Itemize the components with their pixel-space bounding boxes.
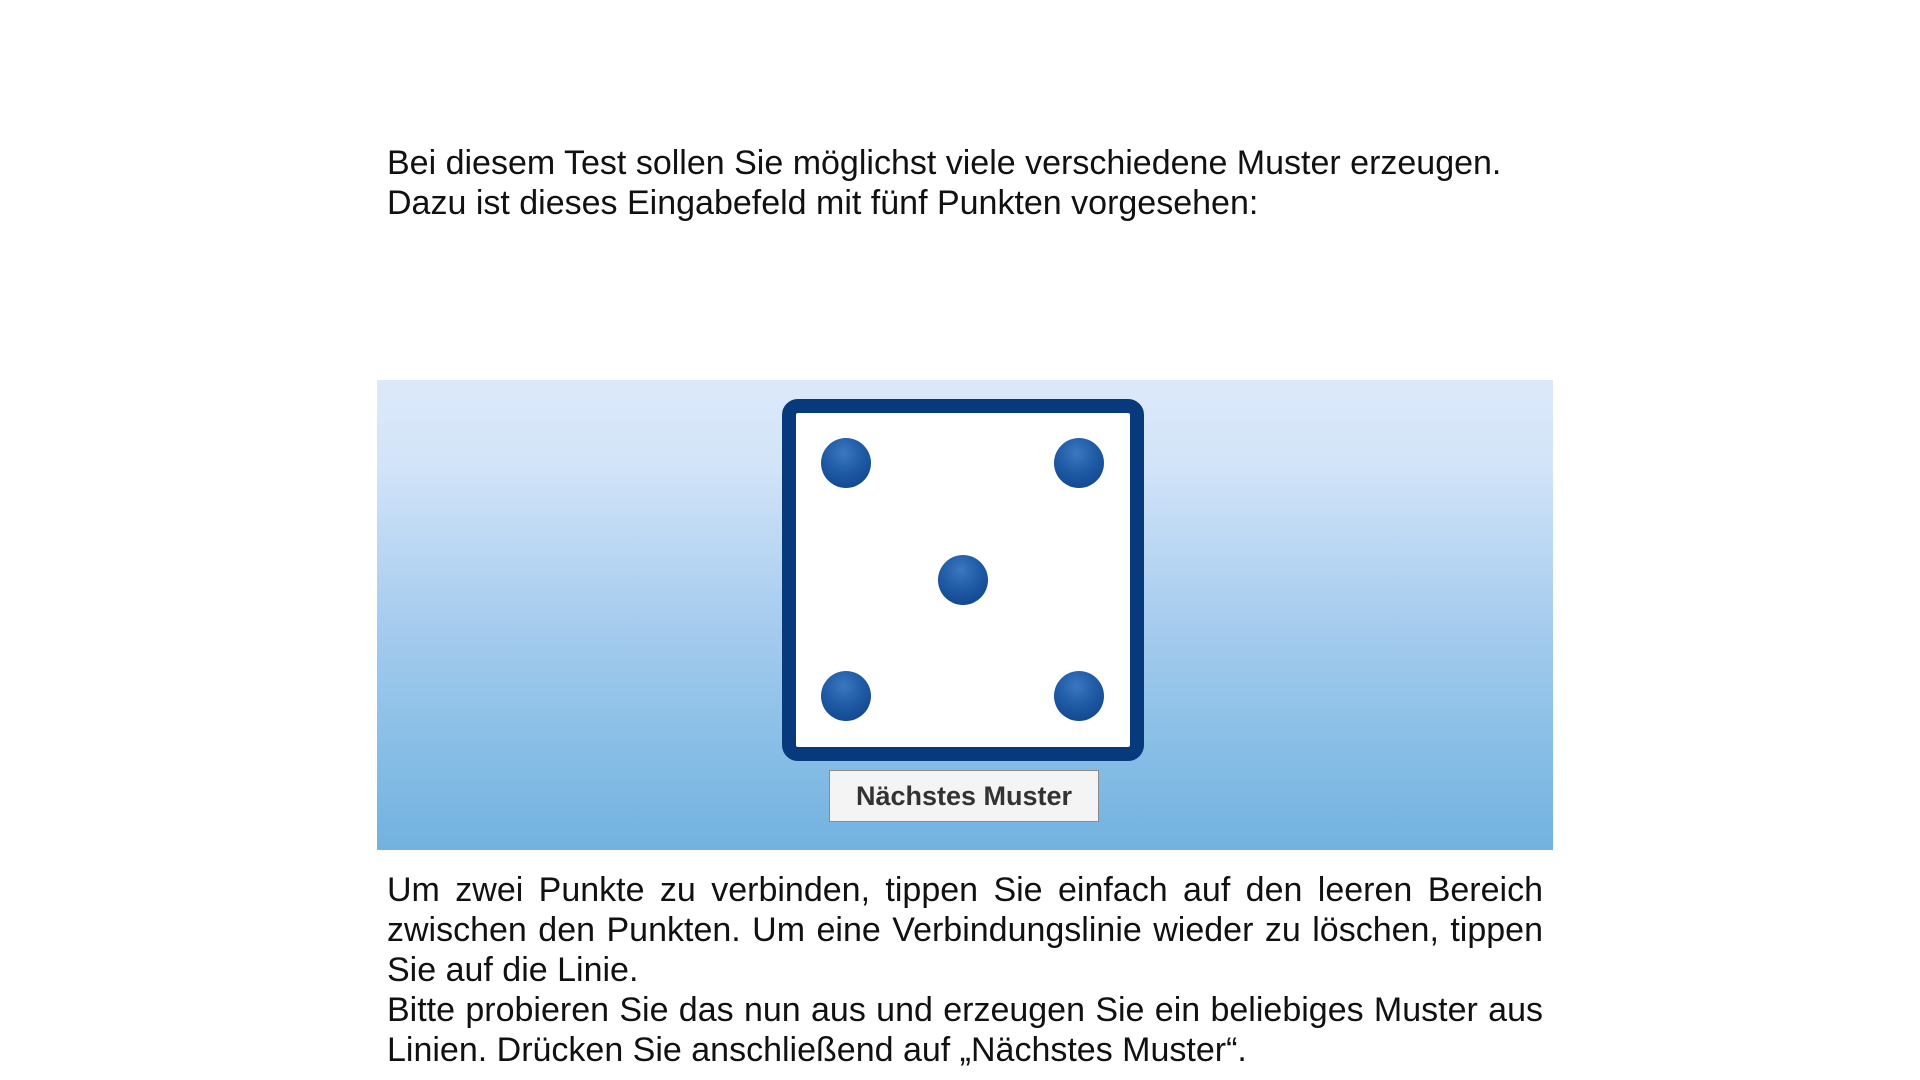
intro-text	[387, 143, 1552, 223]
dot-bottom-left[interactable]	[821, 671, 871, 721]
dot-top-right[interactable]	[1054, 438, 1104, 488]
dot-center[interactable]	[938, 555, 988, 605]
instructions-paragraph-2: Bitte probieren Sie das nun aus und erzeugen Sie ein beliebiges Muster aus Linien. Drücken Sie anschließend auf „Nächstes Muster“.	[387, 991, 1543, 1069]
intro-line-1: Bei diesem Test sollen Sie möglichst viele verschiedene Muster erzeugen.	[387, 144, 1502, 182]
input-panel	[377, 380, 1553, 850]
dot-bottom-right[interactable]	[1054, 671, 1104, 721]
pattern-input-field[interactable]	[782, 399, 1144, 761]
intro-line-2: Dazu ist dieses Eingabefeld mit fünf Punkten vorgesehen:	[387, 184, 1259, 222]
instructions-text	[387, 870, 1543, 1070]
next-pattern-button[interactable]: Nächstes Muster	[829, 770, 1099, 822]
dot-top-left[interactable]	[821, 438, 871, 488]
instructions-paragraph-1: Um zwei Punkte zu verbinden, tippen Sie einfach auf den leeren Bereich zwischen den Punkten. Um eine Verbindungslinie wieder zu löschen, tippen Sie auf die Linie.	[387, 871, 1543, 989]
